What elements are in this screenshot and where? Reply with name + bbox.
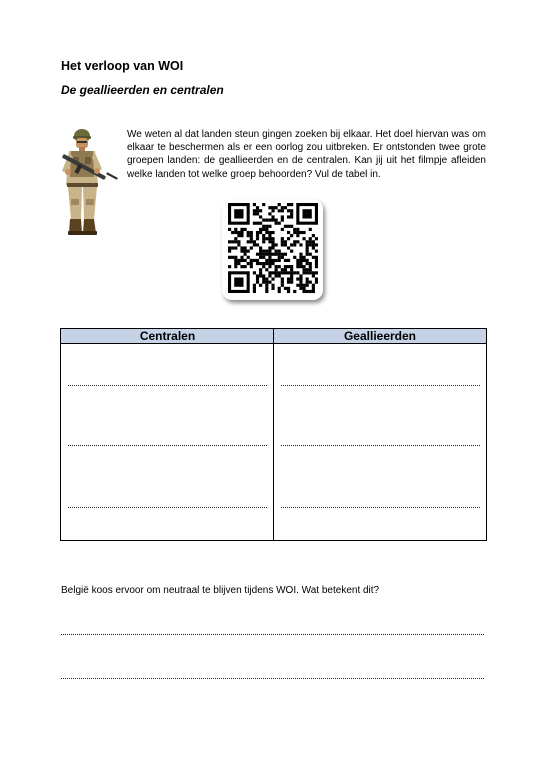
answer-table: [60, 328, 487, 541]
question-answer-line[interactable]: [61, 678, 484, 679]
geallieerden-answer-line[interactable]: [281, 445, 480, 446]
qr-code-card[interactable]: [222, 199, 323, 300]
geallieerden-answer-line[interactable]: [281, 507, 480, 508]
soldier-icon: [56, 127, 122, 239]
column-header-geallieerden: Geallieerden: [343, 329, 417, 343]
geallieerden-answer-line[interactable]: [281, 385, 480, 386]
column-divider: [273, 329, 274, 540]
page-subtitle: De geallieerden en centralen: [61, 83, 224, 97]
column-header-centralen: Centralen: [139, 329, 196, 343]
question-answer-line[interactable]: [61, 634, 484, 635]
neutrality-question: België koos ervoor om neutraal te blijven tijdens WOI. Wat betekent dit?: [61, 585, 380, 596]
intro-text: We weten al dat landen steun gingen zoeken bij elkaar. Het doel hiervan was om elkaar te beschermen als er een oorlog zou uitbreken. Er ontstonden twee grote groepen landen: de geallieerden en de centralen. Kan jij uit het filmpje afleiden welke landen tot welke groep behoorden? Vul de tabel in.: [127, 129, 486, 180]
centralen-answer-line[interactable]: [68, 445, 267, 446]
centralen-answer-line[interactable]: [68, 385, 267, 386]
page-title: Het verloop van WOI: [61, 59, 184, 73]
qr-code-icon: [228, 202, 318, 294]
centralen-answer-line[interactable]: [68, 507, 267, 508]
